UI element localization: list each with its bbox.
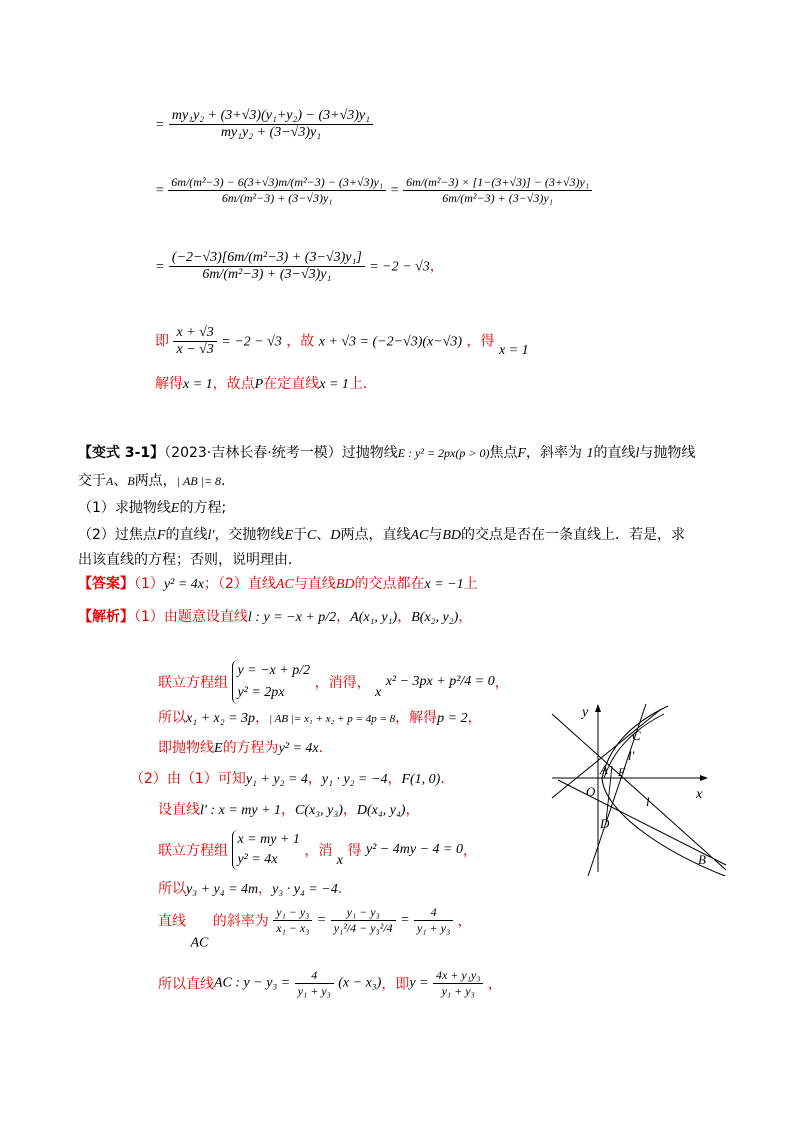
fraction <box>331 905 396 936</box>
text: ， <box>342 802 357 818</box>
fraction <box>403 175 592 206</box>
text: 出该直线的方程；否则，说明理由． <box>78 552 302 568</box>
math: x + √3 = (−2−√3)(x−√3) <box>318 334 463 350</box>
text: ， <box>397 609 412 625</box>
equals-sign: = <box>389 183 400 198</box>
text: . <box>221 473 226 489</box>
math: = −2 − √3 <box>221 334 282 350</box>
text: ， <box>487 976 502 993</box>
math: y² − 4my − 4 = 0 <box>365 842 463 857</box>
numerator: 4x + y₁y₃ <box>433 968 483 984</box>
text: ， <box>387 771 402 787</box>
proof-line-1 <box>155 108 373 141</box>
equals-sign: = <box>400 912 410 928</box>
fraction <box>173 325 216 358</box>
math: F <box>517 446 527 461</box>
answer-line <box>78 573 478 593</box>
numerator: 6m/(m²−3) × [1−(3+√3)] − (3+√3)y₁ <box>403 175 592 191</box>
math: (x − x₃) <box>338 975 382 991</box>
proof-line-2 <box>155 175 592 206</box>
math: y = <box>409 975 429 991</box>
proof-line-4 <box>155 325 529 358</box>
text: . <box>337 881 343 897</box>
equation-system <box>232 830 299 870</box>
math: A(x₁, y₁) <box>350 610 398 625</box>
math: E <box>214 741 223 756</box>
math: BD <box>335 577 355 592</box>
math: x₁ + x₂ = 3p <box>186 711 256 726</box>
math: 1 <box>586 446 594 461</box>
text: 联立方程组 <box>158 843 228 859</box>
text: ， <box>463 843 477 859</box>
text: ， <box>458 609 473 625</box>
text: （1）求抛物线 <box>78 500 171 516</box>
text: ， <box>494 675 509 691</box>
problem-tag: 【变式 3-1】 <box>78 445 165 461</box>
text: ， <box>281 802 296 818</box>
text: 的直线 <box>593 445 636 461</box>
denominator: x − √3 <box>176 342 214 357</box>
label-x: x <box>696 787 703 802</box>
text: （2）由（1）可知 <box>130 771 246 787</box>
parabola-figure <box>548 700 734 876</box>
text: 的方程为 <box>222 740 279 756</box>
equation: y² = 4x <box>237 852 278 867</box>
solution-line-6 <box>158 799 419 819</box>
equals-sign: = <box>155 117 165 133</box>
text: （2）过焦点 <box>78 527 157 543</box>
math: y² = 4x <box>278 741 319 756</box>
denominator: 6m/(m²−3) + (3−√3)y₁ <box>221 191 333 205</box>
math: x <box>375 685 382 700</box>
math: AC <box>275 577 294 592</box>
math: AC <box>410 528 429 543</box>
numerator: 6m/(m²−3) − 6(3+√3)m/(m²−3) − (3+√3)y₁ <box>168 175 386 191</box>
math: x = 1 <box>319 377 349 392</box>
text: 的交点是否在一条直线上．若是，求 <box>461 527 686 543</box>
question-2-cont <box>78 549 302 569</box>
label-d: D <box>600 816 610 831</box>
math: A <box>106 474 114 488</box>
label-o: O <box>586 784 596 799</box>
equation: y² = 2px <box>237 685 285 700</box>
math: | AB |= 8 <box>176 474 222 488</box>
label-b: B <box>698 852 706 867</box>
math: l′ <box>207 528 215 543</box>
equation-system <box>232 660 310 704</box>
solution-line-9 <box>158 905 472 952</box>
text: 的斜率为 <box>212 913 269 930</box>
solution-line-10 <box>158 968 502 999</box>
denominator: y₁ + y₃ <box>441 984 475 998</box>
math: BD <box>442 528 462 543</box>
text: 焦点 <box>489 445 518 461</box>
text: 直线 <box>158 913 186 930</box>
text: 与 <box>428 527 443 543</box>
fraction <box>169 250 365 283</box>
solution-line-4 <box>158 737 323 757</box>
text: 、 <box>316 527 331 543</box>
text: 即 <box>155 333 169 350</box>
problem-line-2 <box>78 470 226 490</box>
math: E <box>170 501 180 516</box>
text: 交于 <box>78 473 106 489</box>
text: . <box>318 740 324 756</box>
text: 所以 <box>158 710 186 726</box>
solution-tag: 【解析】 <box>78 609 134 625</box>
label-f: F <box>618 765 626 779</box>
text: 与直线 <box>293 576 336 592</box>
fraction <box>169 108 373 141</box>
text: ， <box>467 710 482 726</box>
x-axis-arrow <box>700 775 708 781</box>
text: 与抛物线 <box>639 445 696 461</box>
fraction <box>414 905 453 936</box>
math: x = 1 <box>183 377 213 392</box>
math: l : y = −x + p/2 <box>247 610 337 625</box>
math: AC <box>190 935 209 951</box>
label-l: l <box>646 794 650 809</box>
text: 的直线 <box>165 527 208 543</box>
text: ，斜率为 <box>526 445 583 461</box>
text: 联立方程组 <box>158 675 228 691</box>
text: 、 <box>113 473 128 489</box>
equals-sign: = <box>155 259 165 275</box>
text: （1） <box>134 576 164 592</box>
parabola-curve <box>602 706 730 876</box>
text: ；（2）直线 <box>204 576 276 592</box>
math: y₃ + y₄ = 4m <box>186 882 259 897</box>
math: x² − 3px + p²/4 = 0 <box>385 674 495 689</box>
equals-sign: = <box>155 183 165 198</box>
fraction <box>295 968 334 999</box>
denominator: 6m/(m²−3) + (3−√3)y₁ <box>202 267 332 282</box>
math: y² = 4x <box>163 577 204 592</box>
y-axis-arrow <box>595 704 601 712</box>
text: 所以 <box>158 881 186 897</box>
math: x <box>336 853 344 868</box>
text: ， <box>405 802 420 818</box>
punct: ， <box>429 258 444 275</box>
text: 解得 <box>155 376 183 392</box>
text: ， <box>457 913 472 930</box>
text: ， <box>307 771 322 787</box>
math: p = 2 <box>437 711 468 726</box>
equation: y = −x + p/2 <box>237 663 311 678</box>
math: B <box>127 474 135 488</box>
text: 设直线 <box>158 802 200 818</box>
text: 于 <box>293 527 307 543</box>
fraction <box>273 905 312 936</box>
label-y: y <box>582 705 589 720</box>
solution-line-7 <box>158 830 477 870</box>
math: E <box>284 528 293 543</box>
denominator: 6m/(m²−3) + (3−√3)y₁ <box>442 191 553 205</box>
math: y₁ + y₂ = 4 <box>245 772 308 787</box>
math: B(x₂, y₂) <box>411 610 459 625</box>
text: （1）由题意设直线 <box>134 609 248 625</box>
math: E : y² = 2px(p > 0) <box>397 446 490 460</box>
text: ，得 <box>466 333 495 350</box>
problem-line-1 <box>78 442 695 462</box>
text: 即抛物线 <box>158 740 214 756</box>
text: 得， <box>342 675 371 691</box>
text: 上 <box>463 576 478 592</box>
math: F(1, 0) <box>401 772 441 787</box>
math: y₃ · y₄ = −4 <box>272 882 338 897</box>
denominator: y₁²/4 − y₃²/4 <box>333 921 393 935</box>
math: C <box>307 528 317 543</box>
math: AC : y − y₃ = <box>214 975 291 991</box>
text: ，交抛物线 <box>214 527 285 543</box>
question-1 <box>78 497 226 517</box>
numerator: x + √3 <box>173 325 216 342</box>
answer-tag: 【答案】 <box>78 576 134 592</box>
text: ， <box>255 710 270 726</box>
label-c: C <box>632 728 641 743</box>
result: = −2 − √3 <box>369 259 430 275</box>
text: ，消 <box>314 675 343 691</box>
text: 所以直线 <box>158 976 214 993</box>
solution-line-3 <box>158 707 482 727</box>
text: . <box>440 771 445 787</box>
equation: x = my + 1 <box>237 832 300 847</box>
math: l′ : x = my + 1 <box>200 803 282 818</box>
solution-line-1 <box>78 606 472 626</box>
numerator: my₁y₂ + (3+√3)(y₁+y₂) − (3+√3)y₁ <box>169 108 373 125</box>
math: x = −1 <box>424 577 464 592</box>
text: 两点，直线 <box>340 527 411 543</box>
math: F <box>156 528 166 543</box>
solution-line-5 <box>130 768 445 788</box>
text: 两点， <box>134 473 177 489</box>
text: 得 <box>347 843 362 859</box>
equals-sign: = <box>316 912 327 928</box>
proof-line-3 <box>155 250 444 283</box>
denominator: x₁ − x₃ <box>276 921 310 935</box>
numerator: y₁ − y₃ <box>331 905 396 921</box>
denominator: y₁ + y₃ <box>417 921 451 935</box>
text: 过抛物线 <box>341 445 398 461</box>
math: C(x₃, y₃) <box>295 803 343 818</box>
text: ，消 <box>304 843 333 859</box>
math: D <box>330 528 341 543</box>
math: x = 1 <box>498 342 529 358</box>
text: ，解得 <box>395 710 438 726</box>
text: ，故 <box>286 333 315 350</box>
problem-source: （2023·吉林长春·统考一模） <box>164 445 342 461</box>
label-a: A <box>600 762 608 777</box>
text: ，故点 <box>212 376 255 392</box>
numerator: y₁ − y₃ <box>273 905 312 921</box>
solution-line-2 <box>158 660 509 704</box>
solution-line-8 <box>158 878 342 898</box>
numerator: (−2−√3)[6m/(m²−3) + (3−√3)y₁] <box>169 250 365 267</box>
denominator: y₁ + y₃ <box>297 984 331 998</box>
label-l-prime: l′ <box>628 748 635 763</box>
fraction <box>433 968 483 999</box>
text: 上. <box>348 376 368 392</box>
math: y₁ · y₂ = −4 <box>321 772 388 787</box>
math: D(x₄, y₄) <box>356 803 406 818</box>
text: 的方程; <box>179 500 227 516</box>
math: l <box>635 446 640 461</box>
math: P <box>254 377 264 392</box>
text: ， <box>258 881 273 897</box>
text: 在定直线 <box>263 376 320 392</box>
fraction <box>168 175 386 206</box>
text: ，即 <box>381 976 410 993</box>
proof-line-5 <box>155 373 367 393</box>
denominator: my₁y₂ + (3−√3)y₁ <box>220 125 322 140</box>
question-2 <box>78 524 685 544</box>
numerator: 4 <box>414 905 453 921</box>
text: 的交点都在 <box>354 576 425 592</box>
math: | AB |= x₁ + x₂ + p = 4p = 8 <box>269 713 396 725</box>
text: ， <box>336 609 351 625</box>
numerator: 4 <box>295 968 334 984</box>
